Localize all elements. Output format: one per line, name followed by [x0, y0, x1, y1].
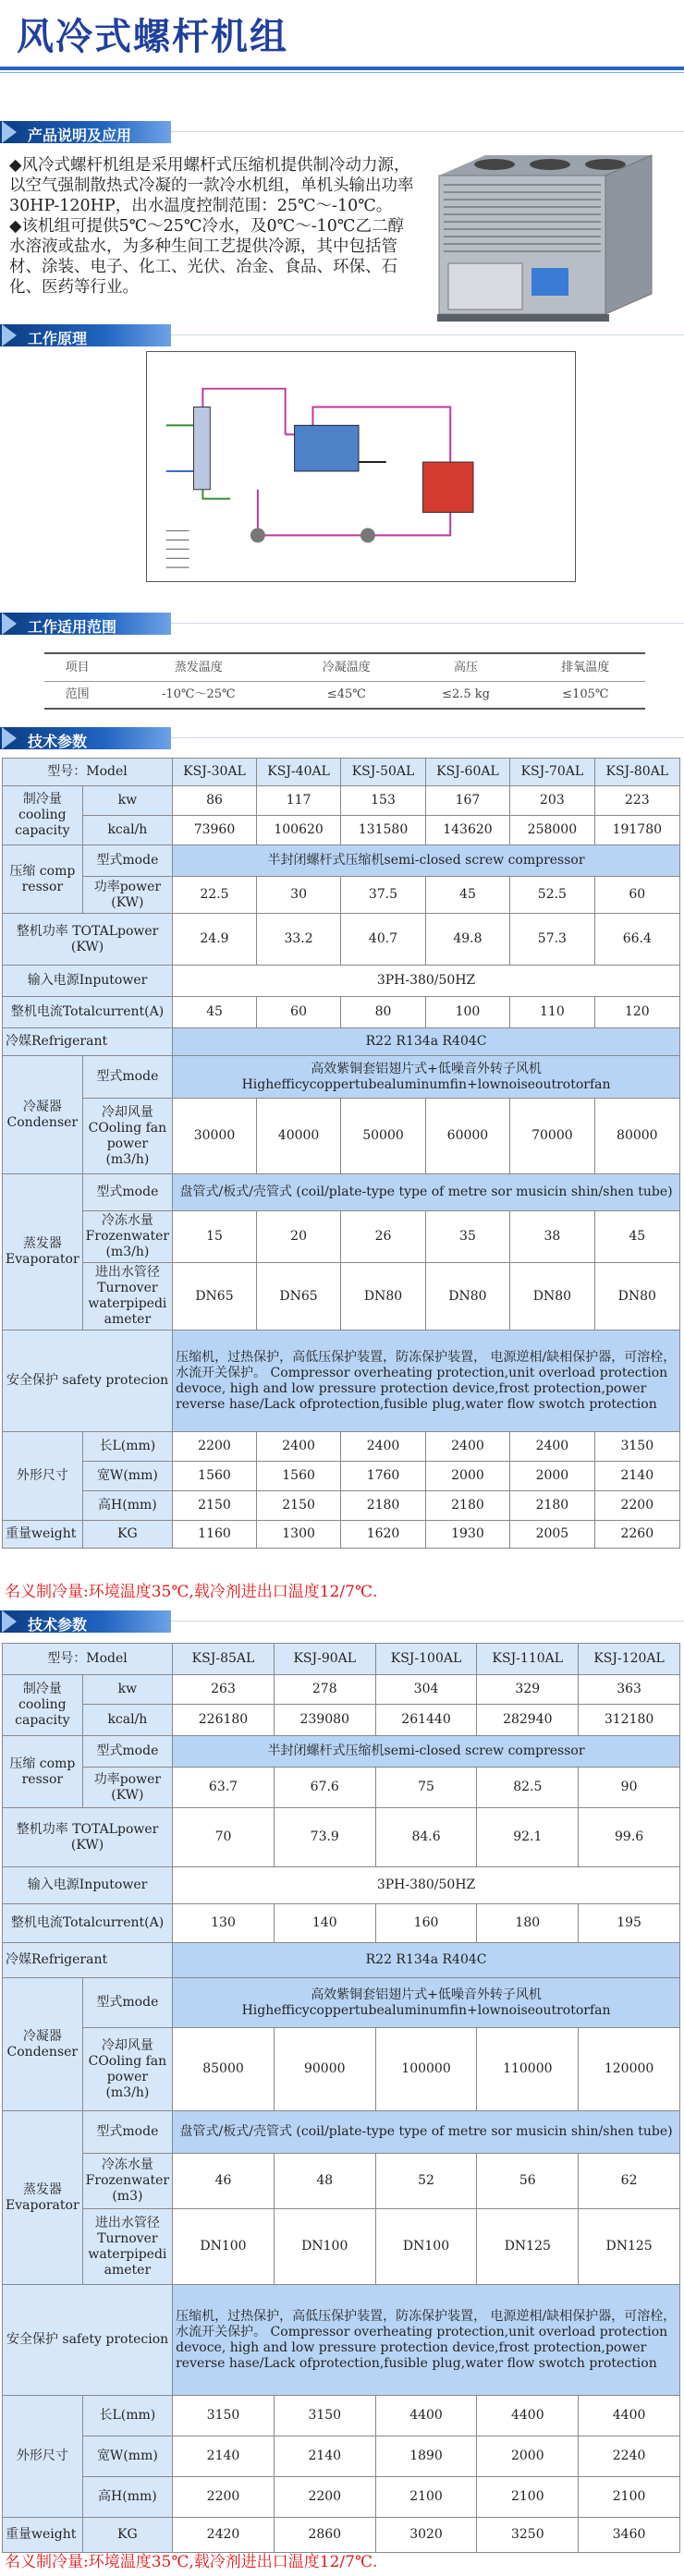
table-cell: 40000: [256, 1099, 340, 1174]
table-cell: DN100: [375, 2209, 477, 2285]
table-cell: 2200: [594, 1491, 679, 1521]
table-cell: 型式mode: [82, 1978, 172, 2028]
table-cell: 整机电流Totalcurrent(A): [3, 997, 173, 1028]
table-cell: 223: [594, 786, 679, 816]
table-cell: 66.4: [594, 914, 679, 966]
table-cell: DN80: [594, 1263, 679, 1331]
spec-table-2: [2, 1643, 680, 2553]
table-cell: 2200: [173, 2477, 275, 2518]
table-cell: 110000: [477, 2028, 579, 2111]
table-cell: 3250: [477, 2518, 579, 2553]
table-cell: KSJ-110AL: [477, 1644, 579, 1675]
table-cell: 329: [477, 1675, 579, 1705]
table-row: [3, 2285, 680, 2396]
table-cell: 整机电流Totalcurrent(A): [3, 1904, 173, 1943]
table-cell: 86: [173, 786, 257, 816]
table-cell: 制冷量 cooling capacity: [3, 786, 83, 845]
table-cell: kw: [82, 786, 172, 816]
table-cell: 48: [274, 2154, 375, 2209]
table-cell: DN80: [425, 1263, 509, 1331]
table-cell: 1560: [173, 1462, 257, 1491]
table-cell: 2140: [274, 2436, 375, 2477]
table-cell: 高H(mm): [82, 2477, 172, 2518]
table-cell: 高压: [406, 653, 525, 681]
table-row: [3, 997, 680, 1028]
table-cell: ≤2.5 kg: [406, 681, 525, 709]
table-cell: 2100: [579, 2477, 680, 2518]
table-cell: 型式mode: [82, 1174, 172, 1211]
table-row: [3, 1211, 680, 1263]
table-cell: 压缩 comp ressor: [3, 1736, 83, 1808]
table-cell: 84.6: [375, 1808, 477, 1867]
table-cell: 120: [594, 997, 679, 1028]
table-cell: 90: [579, 1768, 680, 1808]
table-row: [3, 2154, 680, 2209]
table-cell: 33.2: [256, 914, 340, 966]
table-cell: 90000: [274, 2028, 375, 2111]
table-cell: 60: [256, 997, 340, 1028]
table-row: [3, 2396, 680, 2436]
table-cell: 82.5: [477, 1768, 579, 1808]
table-cell: 进出水管径 Turnover waterpipedi ameter: [82, 2209, 172, 2285]
table-cell: 2180: [510, 1491, 594, 1521]
table-cell: 99.6: [579, 1808, 680, 1867]
table-cell: 工作原理: [28, 330, 88, 347]
table-row: [3, 1943, 680, 1978]
table-cell: 80: [341, 997, 425, 1028]
table-cell: 37.5: [341, 877, 425, 914]
spec-table-1: [2, 758, 680, 1549]
table-cell: 半封闭螺杆式压缩机semi-closed screw compressor: [173, 1736, 680, 1768]
table-row: [3, 2436, 680, 2477]
table-cell: 73.9: [274, 1808, 375, 1867]
table-cell: 153: [341, 786, 425, 816]
table-cell: 278: [274, 1675, 375, 1705]
table-cell: 363: [579, 1675, 680, 1705]
section-header-principle: [0, 322, 176, 349]
table-cell: 70: [173, 1808, 275, 1867]
table-row: [3, 966, 680, 997]
table-cell: KG: [82, 2518, 172, 2553]
table-cell: 4400: [477, 2396, 579, 2436]
table-cell: 140: [274, 1904, 375, 1943]
table-cell: 制冷量 cooling capacity: [3, 1675, 83, 1736]
title-underline-thin: [0, 72, 684, 73]
table-cell: 范围: [44, 681, 110, 709]
intro-paragraph: ◆该机组可提供5℃～25℃冷水，及0℃～-10℃乙二醇水溶液或盐水，为多种生间工艺提供冷源，其中包括管材、涂装、电子、化工、光伏、冶金、食品、环保、石化、医药等行业。: [9, 217, 404, 297]
table-cell: 67.6: [274, 1768, 375, 1808]
footnote-2: 名义制冷量:环境温度35℃,载冷剂进出口温度12/7℃.: [5, 2553, 378, 2571]
table-cell: 160: [375, 1904, 477, 1943]
table-cell: 2000: [477, 2436, 579, 2477]
table-cell: 高效紫铜套铝翅片式+低噪音外转子风机 Highefficycoppertubealuminumfin+lownoiseoutrotorfan: [173, 1978, 680, 2028]
table-cell: 49.8: [425, 914, 509, 966]
section-header-intro: [0, 118, 176, 146]
table-row: [3, 1432, 680, 1462]
table-cell: 型式mode: [82, 845, 172, 877]
table-cell: DN125: [477, 2209, 579, 2285]
table-row: [3, 1808, 680, 1867]
table-cell: kw: [82, 1675, 172, 1705]
table-cell: 冷却风量 COoling fan power (m3/h): [82, 1099, 172, 1174]
table-cell: 35: [425, 1211, 509, 1263]
intro-text: [9, 155, 416, 298]
table-cell: 型式mode: [82, 2111, 172, 2154]
table-cell: ≤45℃: [287, 681, 406, 709]
table-cell: 167: [425, 786, 509, 816]
table-cell: 产品说明及应用: [28, 127, 132, 144]
table-cell: 2000: [510, 1462, 594, 1491]
table-cell: KSJ-70AL: [510, 759, 594, 786]
table-cell: 4400: [579, 2396, 680, 2436]
table-cell: 蒸发温度: [110, 653, 287, 681]
table-cell: KSJ-85AL: [173, 1644, 275, 1675]
table-row: [3, 1978, 680, 2028]
table-cell: 外形尺寸: [3, 2396, 83, 2518]
table-cell: 2420: [173, 2518, 275, 2553]
table-cell: 110: [510, 997, 594, 1028]
table-cell: kcal/h: [82, 1705, 172, 1736]
table-cell: DN80: [510, 1263, 594, 1331]
table-cell: 冷却风量 COoling fan power (m3/h): [82, 2028, 172, 2111]
table-cell: 263: [173, 1675, 275, 1705]
table-cell: 2140: [173, 2436, 275, 2477]
footnote-1: 名义制冷量:环境温度35℃,载冷剂进出口温度12/7℃.: [5, 1583, 378, 1601]
arrow-icon: [2, 121, 17, 143]
table-cell: 重量weight: [3, 1521, 83, 1549]
table-row: [3, 1768, 680, 1808]
table-cell: 143620: [425, 816, 509, 845]
table-cell: 120000: [579, 2028, 680, 2111]
table-cell: 30: [256, 877, 340, 914]
table-cell: 63.7: [173, 1768, 275, 1808]
table-cell: 226180: [173, 1705, 275, 1736]
table-cell: 宽W(mm): [82, 1462, 172, 1491]
table-cell: 排氧温度: [526, 653, 645, 681]
table-row: [3, 2518, 680, 2553]
table-cell: KG: [82, 1521, 172, 1549]
table-row: [3, 1331, 680, 1432]
table-cell: DN100: [274, 2209, 375, 2285]
table-row: [3, 759, 680, 786]
table-cell: 冷媒Refrigerant: [3, 1943, 173, 1978]
table-cell: 1620: [341, 1521, 425, 1549]
table-cell: 2100: [477, 2477, 579, 2518]
arrow-icon: [2, 727, 17, 749]
table-cell: 30000: [173, 1099, 257, 1174]
table-cell: 1560: [256, 1462, 340, 1491]
section-header-range: [0, 610, 176, 638]
table-cell: KSJ-30AL: [173, 759, 257, 786]
table-cell: 1160: [173, 1521, 257, 1549]
table-cell: KSJ-60AL: [425, 759, 509, 786]
table-cell: 冷凝器 Condenser: [3, 1056, 83, 1174]
table-cell: 功率power (KW): [82, 877, 172, 914]
table-row: [3, 1056, 680, 1099]
table-cell: 输入电源Inputower: [3, 966, 173, 997]
table-cell: R22 R134a R404C: [173, 1028, 680, 1056]
working-principle-diagram: [146, 351, 576, 582]
table-cell: 50000: [341, 1099, 425, 1174]
table-cell: 239080: [274, 1705, 375, 1736]
table-cell: 盘管式/板式/壳管式 (coil/plate-type type of metre sor musicin shin/shen tube): [173, 1174, 680, 1211]
table-cell: KSJ-100AL: [375, 1644, 477, 1675]
table-cell: 输入电源Inputower: [3, 1867, 173, 1904]
table-cell: 62: [579, 2154, 680, 2209]
table-cell: 技术参数: [28, 733, 88, 750]
section-header-params: [0, 724, 176, 752]
table-cell: 外形尺寸: [3, 1432, 83, 1521]
table-cell: 3150: [594, 1432, 679, 1462]
table-cell: 宽W(mm): [82, 2436, 172, 2477]
intro-paragraph: ◆风冷式螺杆机组是采用螺杆式压缩机提供制冷动力源，以空气强制散热式冷凝的一款冷水机组，单机头输出功率30HP-120HP，出水温度控制范围：25℃～-10℃。: [9, 156, 414, 215]
table-row: [3, 1736, 680, 1768]
table-cell: 60000: [425, 1099, 509, 1174]
table-cell: 2005: [510, 1521, 594, 1549]
table-cell: 1300: [256, 1521, 340, 1549]
table-cell: 2100: [375, 2477, 477, 2518]
table-cell: 2400: [256, 1432, 340, 1462]
table-row: [3, 914, 680, 966]
table-cell: 型号：Model: [3, 1644, 173, 1675]
table-cell: 26: [341, 1211, 425, 1263]
table-cell: 2180: [425, 1491, 509, 1521]
table-cell: 进出水管径 Turnover waterpipedi ameter: [82, 1263, 172, 1331]
table-cell: 安全保护 safety protecion: [3, 2285, 173, 2396]
section-header-params-2: [0, 1608, 176, 1635]
table-row: [3, 2111, 680, 2154]
table-cell: 压缩 comp ressor: [3, 845, 83, 914]
table-cell: 2400: [425, 1432, 509, 1462]
table-cell: 型号：Model: [3, 759, 173, 786]
table-cell: 195: [579, 1904, 680, 1943]
table-cell: 重量weight: [3, 2518, 83, 2553]
table-cell: 型式mode: [82, 1056, 172, 1099]
table-cell: 22.5: [173, 877, 257, 914]
table-cell: 45: [594, 1211, 679, 1263]
table-cell: 2200: [274, 2477, 375, 2518]
table-row: [3, 1644, 680, 1675]
table-cell: 3460: [579, 2518, 680, 2553]
table-cell: 1930: [425, 1521, 509, 1549]
table-cell: 压缩机，过热保护，高低压保护装置，防冻保护装置， 电源逆相/缺相保护器，可溶栓，水流开关保护。 Compressor overheating protection,unit overload protection devoce, high and low pressure protection device,frost protection,power reverse hase/Lack ofprotection,fusible plug,water flow swotch protection: [173, 1331, 680, 1432]
table-cell: -10℃～25℃: [110, 681, 287, 709]
table-row: [3, 1099, 680, 1174]
table-cell: R22 R134a R404C: [173, 1943, 680, 1978]
table-cell: 安全保护 safety protecion: [3, 1331, 173, 1432]
table-cell: 75: [375, 1768, 477, 1808]
table-cell: 304: [375, 1675, 477, 1705]
table-cell: 技术参数: [28, 1616, 88, 1634]
table-cell: KSJ-50AL: [341, 759, 425, 786]
table-row: [3, 845, 680, 877]
table-cell: 100000: [375, 2028, 477, 2111]
table-cell: 整机功率 TOTALpower (KW): [3, 1808, 173, 1867]
table-cell: 冷凝温度: [287, 653, 406, 681]
table-cell: 冷冻水量 Frozenwater (m3): [82, 2154, 172, 2209]
table-cell: 冷冻水量 Frozenwater (m3/h): [82, 1211, 172, 1263]
title-underline: [0, 67, 684, 70]
table-cell: 2140: [594, 1462, 679, 1491]
table-row: [3, 1521, 680, 1549]
table-cell: DN65: [256, 1263, 340, 1331]
table-cell: 冷凝器 Condenser: [3, 1978, 83, 2111]
table-cell: 盘管式/板式/壳管式 (coil/plate-type type of metre sor musicin shin/shen tube): [173, 2111, 680, 2154]
table-cell: 52.5: [510, 877, 594, 914]
table-cell: 3150: [173, 2396, 275, 2436]
arrow-icon: [2, 324, 17, 346]
table-cell: 60: [594, 877, 679, 914]
table-cell: 46: [173, 2154, 275, 2209]
table-cell: 191780: [594, 816, 679, 845]
table-cell: 蒸发器 Evaporator: [3, 2111, 83, 2285]
table-cell: 131580: [341, 816, 425, 845]
table-row: [3, 1174, 680, 1211]
table-cell: 57.3: [510, 914, 594, 966]
table-cell: 2000: [425, 1462, 509, 1491]
page-title: 风冷式螺杆机组: [17, 16, 288, 58]
table-cell: DN100: [173, 2209, 275, 2285]
table-cell: 85000: [173, 2028, 275, 2111]
table-row: [3, 1904, 680, 1943]
table-cell: 52: [375, 2154, 477, 2209]
table-cell: 高H(mm): [82, 1491, 172, 1521]
table-cell: 3020: [375, 2518, 477, 2553]
table-cell: 蒸发器 Evaporator: [3, 1174, 83, 1331]
table-cell: 3PH-380/50HZ: [173, 1867, 680, 1904]
table-cell: 2240: [579, 2436, 680, 2477]
table-cell: 2150: [256, 1491, 340, 1521]
table-cell: 2150: [173, 1491, 257, 1521]
table-cell: 100: [425, 997, 509, 1028]
table-cell: 38: [510, 1211, 594, 1263]
table-cell: 45: [425, 877, 509, 914]
table-cell: 型式mode: [82, 1736, 172, 1768]
table-cell: 261440: [375, 1705, 477, 1736]
table-cell: 2860: [274, 2518, 375, 2553]
table-cell: DN125: [579, 2209, 680, 2285]
table-row: [3, 2477, 680, 2518]
table-row: [3, 1462, 680, 1491]
table-cell: 项目: [44, 653, 110, 681]
table-cell: 4400: [375, 2396, 477, 2436]
table-cell: 24.9: [173, 914, 257, 966]
table-row: [44, 653, 645, 681]
table-row: [3, 2209, 680, 2285]
table-cell: DN65: [173, 1263, 257, 1331]
table-cell: 2260: [594, 1521, 679, 1549]
table-row: [3, 1705, 680, 1736]
table-cell: KSJ-40AL: [256, 759, 340, 786]
table-cell: 半封闭螺杆式压缩机semi-closed screw compressor: [173, 845, 680, 877]
table-cell: 高效紫铜套铝翅片式+低噪音外转子风机 Highefficycoppertubealuminumfin+lownoiseoutrotorfan: [173, 1056, 680, 1099]
table-cell: 45: [173, 997, 257, 1028]
table-cell: 117: [256, 786, 340, 816]
table-cell: 80000: [594, 1099, 679, 1174]
table-row: [3, 877, 680, 914]
table-row: [3, 1491, 680, 1521]
working-range-table: [44, 652, 645, 710]
arrow-icon: [2, 1610, 17, 1633]
table-cell: 1890: [375, 2436, 477, 2477]
table-cell: KSJ-120AL: [579, 1644, 680, 1675]
table-cell: 工作适用范围: [28, 618, 117, 636]
table-row: [3, 816, 680, 845]
chiller-unit-image: [421, 139, 675, 342]
table-cell: ≤105℃: [526, 681, 645, 709]
table-cell: 2200: [173, 1432, 257, 1462]
table-cell: 92.1: [477, 1808, 579, 1867]
table-cell: 2400: [341, 1432, 425, 1462]
table-cell: 40.7: [341, 914, 425, 966]
table-cell: KSJ-90AL: [274, 1644, 375, 1675]
table-row: [3, 1263, 680, 1331]
table-row: [3, 1867, 680, 1904]
table-cell: kcal/h: [82, 816, 172, 845]
table-cell: 整机功率 TOTALpower (KW): [3, 914, 173, 966]
arrow-icon: [2, 613, 17, 635]
table-row: [3, 1675, 680, 1705]
table-cell: 70000: [510, 1099, 594, 1174]
table-cell: 312180: [579, 1705, 680, 1736]
table-cell: 73960: [173, 816, 257, 845]
table-cell: 冷媒Refrigerant: [3, 1028, 173, 1056]
table-cell: 3150: [274, 2396, 375, 2436]
table-cell: 203: [510, 786, 594, 816]
table-row: [44, 681, 645, 709]
table-cell: 180: [477, 1904, 579, 1943]
table-cell: 282940: [477, 1705, 579, 1736]
table-cell: 20: [256, 1211, 340, 1263]
table-cell: KSJ-80AL: [594, 759, 679, 786]
table-cell: 长L(mm): [82, 1432, 172, 1462]
table-row: [3, 1028, 680, 1056]
table-cell: DN80: [341, 1263, 425, 1331]
table-cell: 长L(mm): [82, 2396, 172, 2436]
table-cell: 15: [173, 1211, 257, 1263]
table-row: [3, 786, 680, 816]
table-cell: 258000: [510, 816, 594, 845]
table-cell: 56: [477, 2154, 579, 2209]
table-row: [3, 2028, 680, 2111]
table-cell: 100620: [256, 816, 340, 845]
table-cell: 1760: [341, 1462, 425, 1491]
table-cell: 2400: [510, 1432, 594, 1462]
table-cell: 130: [173, 1904, 275, 1943]
table-cell: 2180: [341, 1491, 425, 1521]
table-cell: 压缩机，过热保护，高低压保护装置，防冻保护装置， 电源逆相/缺相保护器，可溶栓，水流开关保护。 Compressor overheating protection,unit overload protection devoce, high and low pressure protection device,frost protection,power reverse hase/Lack ofprotection,fusible plug,water flow swotch protection: [173, 2285, 680, 2396]
table-cell: 3PH-380/50HZ: [173, 966, 680, 997]
table-cell: 功率power (KW): [82, 1768, 172, 1808]
